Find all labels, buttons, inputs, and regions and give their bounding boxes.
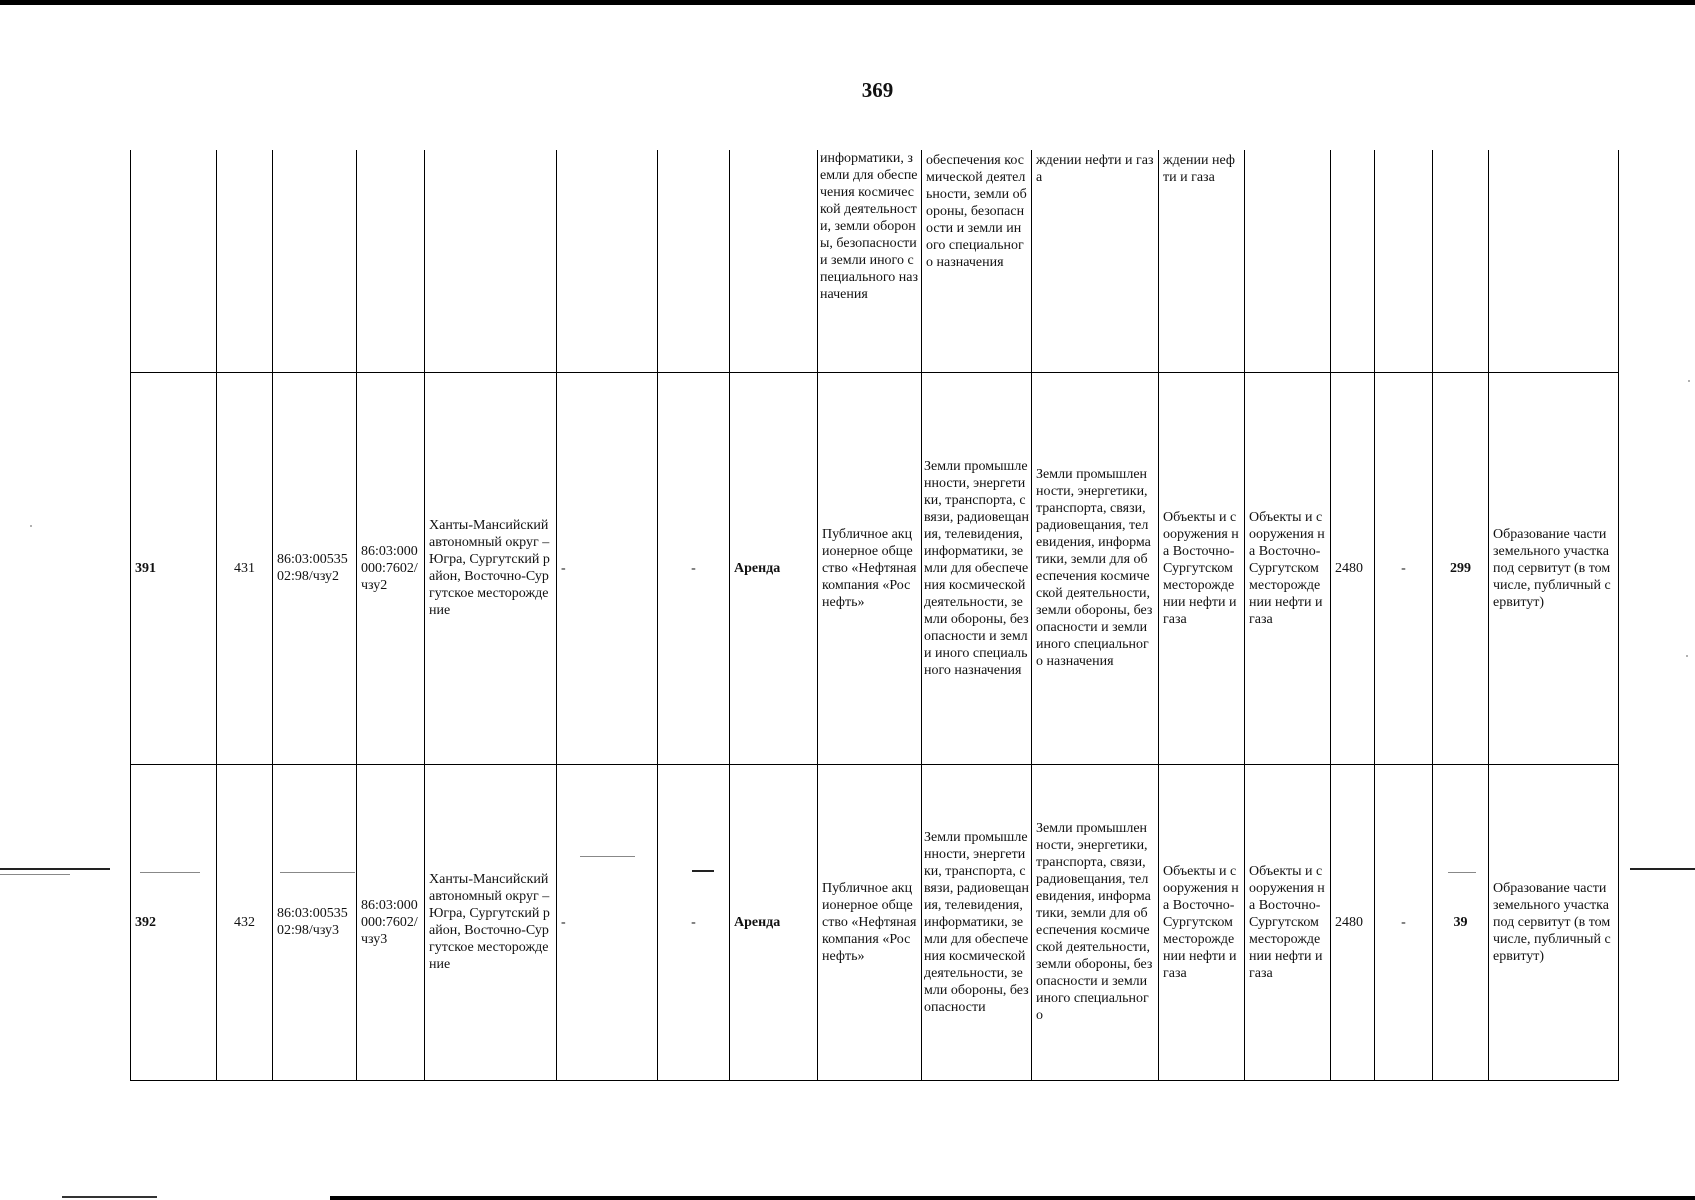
cell-part-number: 86:03:000000:7602/чзу2 — [357, 372, 425, 764]
cell-location: Ханты-Мансийский автономный округ – Югра, Сургутский район, Восточно-Сургутское месторождение — [425, 372, 557, 764]
cell-dash: - — [1375, 764, 1433, 1080]
scan-artifact-line — [580, 856, 635, 857]
cell-dash: - — [658, 764, 730, 1080]
cell-dash: - — [557, 764, 658, 1080]
cell-empty — [131, 150, 217, 372]
scan-artifact-line — [140, 872, 200, 873]
cell-permitted-use-alt: Объекты и сооружения на Восточно-Сургутском месторождении нефти и газа — [1245, 764, 1331, 1080]
cell-area: 299 — [1433, 372, 1489, 764]
cell-cadastral-number: 86:03:0053502:98/чзу3 — [273, 764, 357, 1080]
scan-artifact-line — [0, 874, 70, 875]
cell-empty — [1331, 150, 1375, 372]
scan-bottom-border — [330, 1196, 1695, 1200]
cell-land-category: Земли промышленности, энергетики, транспорта, связи, радиовещания, телевидения, информатики, земли для обеспечения космической деятельности, земли обороны, безопасности — [922, 764, 1032, 1080]
cell-dash: - — [557, 372, 658, 764]
scan-artifact-line — [280, 872, 355, 873]
cell-purpose: Образование части земельного участка под сервитут (в том числе, публичный сервитут) — [1489, 764, 1619, 1080]
cell-id: 432 — [217, 764, 273, 1080]
scan-artifact-line — [692, 870, 714, 872]
table-row — [131, 372, 1619, 764]
cell-right-type: Аренда — [730, 764, 818, 1080]
cell-permitted-use: Объекты и сооружения на Восточно-Сургутском месторождении нефти и газа — [1159, 372, 1245, 764]
scan-artifact-line — [1630, 868, 1695, 870]
cell-land-category: Земли промышленности, энергетики, транспорта, связи, радиовещания, телевидения, информатики, земли для обеспечения космической деятельности, земли обороны, безопасности и земли иного специального назначения — [922, 372, 1032, 764]
cell-location: Ханты-Мансийский автономный округ – Югра, Сургутский район, Восточно-Сургутское месторождение — [425, 764, 557, 1080]
cell-land-category-alt: Земли промышленности, энергетики, транспорта, связи, радиовещания, телевидения, информатики, земли для обеспечения космической деятельности, земли обороны, безопасности и земли иного специального — [1032, 764, 1159, 1080]
cell-land-category-continued: обеспечения космической деятельности, земли обороны, безопасности и земли иного специального назначения — [922, 150, 1032, 372]
cell-id: 431 — [217, 372, 273, 764]
cell-permitted-use: Объекты и сооружения на Восточно-Сургутском месторождении нефти и газа — [1159, 764, 1245, 1080]
cell-permitted-use-alt: Объекты и сооружения на Восточно-Сургутском месторождении нефти и газа — [1245, 372, 1331, 764]
cell-empty — [1433, 150, 1489, 372]
cell-right-holder: Публичное акционерное общество «Нефтяная компания «Роснефть» — [818, 372, 922, 764]
cell-empty — [557, 150, 658, 372]
scan-top-border — [0, 0, 1695, 5]
cell-row-number: 392 — [131, 764, 217, 1080]
cell-empty — [1245, 150, 1331, 372]
cell-term: 2480 — [1331, 764, 1375, 1080]
land-registry-table — [130, 150, 1619, 1081]
cell-empty — [273, 150, 357, 372]
cell-permitted-use-continued: ждении нефти и газа — [1032, 150, 1159, 372]
cell-empty — [425, 150, 557, 372]
scan-speck — [30, 525, 32, 527]
cell-empty — [730, 150, 818, 372]
cell-land-category-continued: информатики, земли для обеспечения космической деятельности, земли обороны, безопасности и земли иного специального назначения — [818, 150, 922, 372]
cell-permitted-use-continued: ждении нефти и газа — [1159, 150, 1245, 372]
scan-speck — [1686, 655, 1688, 657]
cell-purpose: Образование части земельного участка под сервитут (в том числе, публичный сервитут) — [1489, 372, 1619, 764]
cell-right-holder: Публичное акционерное общество «Нефтяная компания «Роснефть» — [818, 764, 922, 1080]
cell-area: 39 — [1433, 764, 1489, 1080]
scan-speck — [1688, 380, 1690, 382]
scan-artifact-line — [0, 868, 110, 870]
cell-cadastral-number: 86:03:0053502:98/чзу2 — [273, 372, 357, 764]
cell-right-type: Аренда — [730, 372, 818, 764]
cell-empty — [658, 150, 730, 372]
cell-empty — [1489, 150, 1619, 372]
cell-part-number: 86:03:000000:7602/чзу3 — [357, 764, 425, 1080]
cell-term: 2480 — [1331, 372, 1375, 764]
cell-land-category-alt: Земли промышленности, энергетики, транспорта, связи, радиовещания, телевидения, информатики, земли для обеспечения космической деятельности, земли обороны, безопасности и земли иного специального назначения — [1032, 372, 1159, 764]
cell-empty — [1375, 150, 1433, 372]
cell-dash: - — [658, 372, 730, 764]
cell-dash: - — [1375, 372, 1433, 764]
scan-bottom-mark — [62, 1196, 157, 1198]
page-number: 369 — [861, 78, 894, 102]
cell-row-number: 391 — [131, 372, 217, 764]
scan-artifact-line — [1448, 872, 1476, 873]
cell-empty — [217, 150, 273, 372]
table-row-continuation — [131, 150, 1619, 372]
table-row — [131, 764, 1619, 1080]
cell-empty — [357, 150, 425, 372]
